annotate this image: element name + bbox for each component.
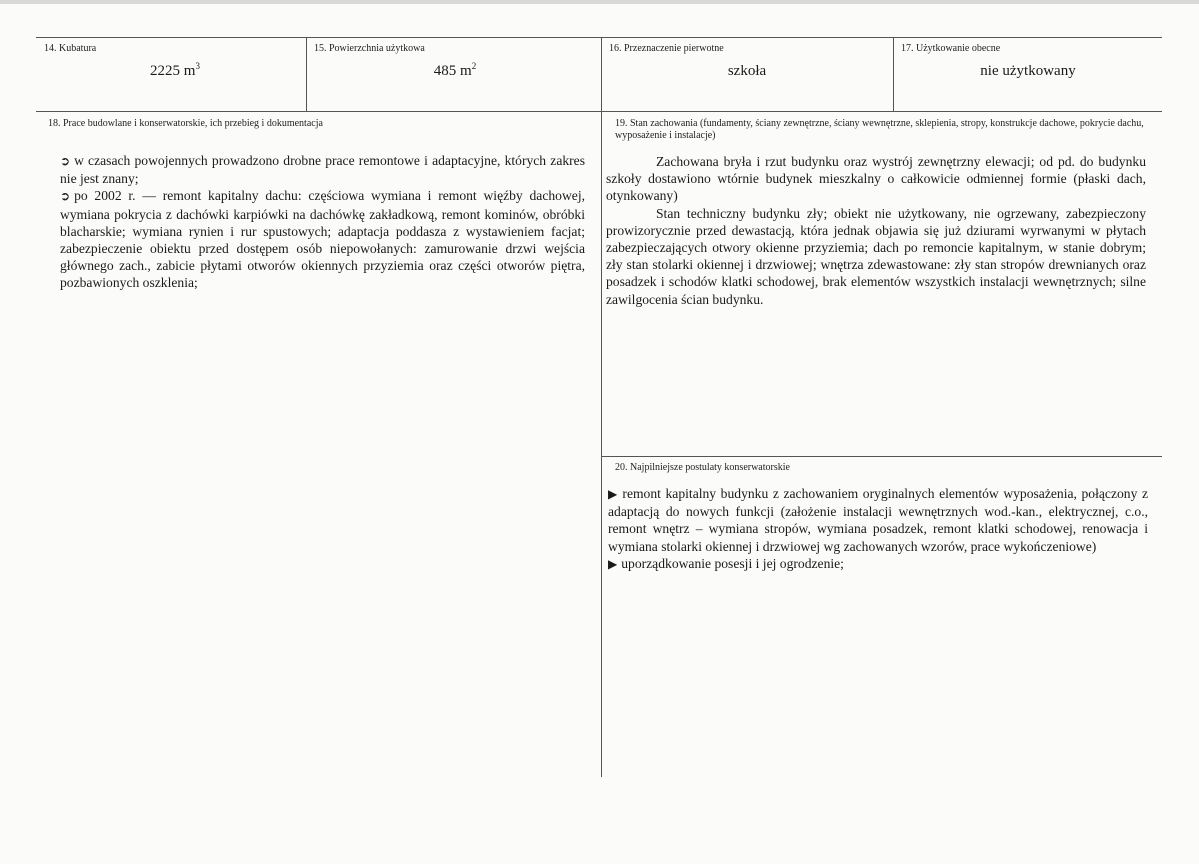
section-20-item: [608, 485, 1148, 555]
field-17-label: 17. Użytkowanie obecne: [901, 43, 1001, 54]
section20-top-border: [602, 456, 1162, 457]
section-19-label: 19. Stan zachowania (fundamenty, ściany zewnętrzne, ściany wewnętrzne, sklepienia, stropy, konstrukcje dachowe, pokrycie dachu, wyposażenie i instalacje): [615, 118, 1144, 141]
field-15-exponent: 2: [471, 61, 477, 71]
section-19-paragraph: Zachowana bryła i rzut budynku oraz wystrój zewnętrzny elewacji; od pd. do budynku szkoły dostawiono wtórnie budynek mieszkalny o całkowicie odmiennej formie (płaski dach, otynkowany): [606, 154, 1146, 204]
field-15-value-text: 485 m: [433, 63, 472, 79]
section-18-item: [60, 187, 585, 291]
section-18-item-text: w czasach powojennych prowadzono drobne prace remontowe i adaptacyjne, których zakres nie jest znany;: [60, 153, 585, 187]
section-20-item-text: uporządkowanie posesji i jej ogrodzenie;: [621, 555, 844, 571]
section-20-body: [608, 485, 1148, 573]
section-20-label: 20. Najpilniejsze postulaty konserwatorskie: [615, 462, 790, 473]
field-17-value: nie użytkowany: [980, 63, 1076, 79]
section-19-body: [606, 153, 1146, 308]
scan-edge: [0, 0, 1199, 4]
main-divider: [601, 37, 602, 777]
section-19-paragraph: Stan techniczny budynku zły; obiekt nie użytkowany, nie ogrzewany, zabezpieczony prowizorycznie przed dewastacją, która jednak objawia się już dziurami wyrwanymi w płytach zabezpieczających otwory okienne przyziemia; dach po remoncie kapitalnym, w stanie dobrym; zły stan stolarki okiennej i drzwiowej; wnętrza zdewastowane: zły stan stropów drewnianych oraz posadzek i schodów klatki schodowej, brak elementów wszystkich instalacji wewnętrznych; silne zawilgocenia ścian budynku.: [606, 205, 1146, 307]
field-14-label: 14. Kubatura: [44, 43, 97, 54]
circled-arrow-right-icon: ➲: [60, 154, 71, 168]
field-16-value: szkoła: [727, 63, 767, 79]
section-18-item-text: po 2002 r. — remont kapitalny dachu: częściowa wymiana i remont więźby dachowej, wymiana pokrycia z dachówki karpiówki na dachówkę zakładkową, remont kominów, obróbki blacharskie; wymiana rynien i rur spustowych; adaptacja poddasza z wystawieniem facjat; zabezpieczenie obiektu przed dostępem osób niepowołanych: zamurowanie drzwi wejścia głównego zach., zabicie płytami otworów okiennych przyziemia oraz części otworów piętra, pozbawionych oszklenia;: [60, 188, 585, 291]
triangle-right-icon: ▶: [608, 556, 618, 571]
section-18-body: [60, 152, 585, 292]
row1-bottom-border: [36, 111, 1162, 112]
top-border: [36, 37, 1162, 38]
field-15-value: [310, 63, 600, 80]
field-14-value: [40, 63, 310, 80]
section-20-item-text: remont kapitalny budynku z zachowaniem oryginalnych elementów wyposażenia, połączony z adaptacją do nowych funkcji (założenie instalacji wewnętrznych wod.-kan., elektrycznej, c.o., remont wnętrz – wymiana stropów, wymiana posadzek, remont klatki schodowej, renowacja i wymiana stolarki okiennej i drzwiowej wg zachowanych wzorów, prace wykończeniowe): [608, 486, 1148, 554]
triangle-right-icon: ▶: [608, 487, 619, 501]
section-18-label: 18. Prace budowlane i konserwatorskie, ich przebieg i dokumentacja: [48, 118, 323, 129]
section-18-item: [60, 152, 585, 187]
section-20-item: [608, 555, 1148, 573]
circled-arrow-right-icon: ➲: [60, 189, 71, 204]
field-14-exponent: 3: [195, 61, 200, 71]
field-15-label: 15. Powierzchnia użytkowa: [314, 43, 425, 54]
field-14-value-text: 2225 m: [150, 63, 196, 79]
field-16-label: 16. Przeznaczenie pierwotne: [609, 43, 724, 54]
